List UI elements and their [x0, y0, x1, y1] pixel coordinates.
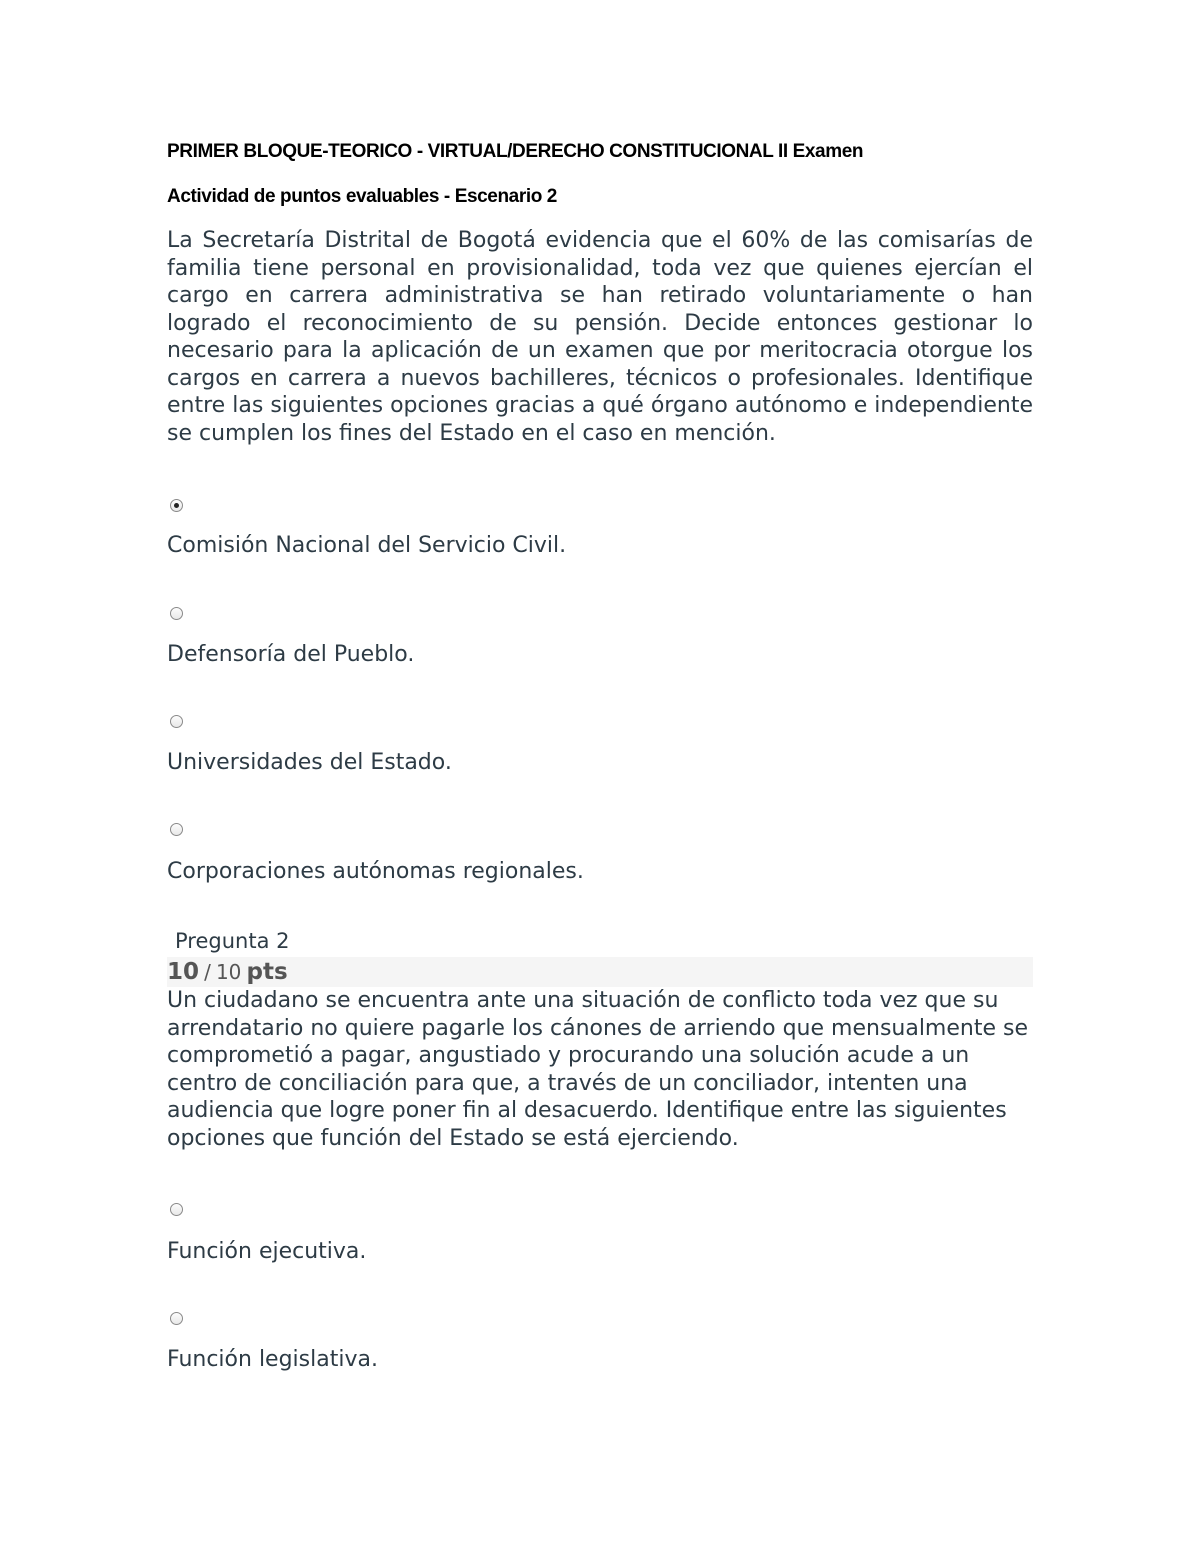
answer-2-1-label[interactable]: Función ejecutiva.: [167, 1239, 367, 1264]
answer-1-4-radio[interactable]: [170, 823, 183, 836]
question-2-points: [167, 957, 288, 989]
points-unit: pts: [246, 959, 288, 985]
answer-2-2-label[interactable]: Función legislativa.: [167, 1347, 378, 1372]
answer-1-3-label[interactable]: Universidades del Estado.: [167, 750, 452, 775]
points-total: 10: [215, 960, 242, 984]
points-bar: [167, 957, 1033, 987]
answer-2-2-radio[interactable]: [170, 1312, 183, 1325]
answer-1-2-label[interactable]: Defensoría del Pueblo.: [167, 642, 415, 667]
question-2-text: Un ciudadano se encuentra ante una situación de conflicto toda vez que su arrendatario no quiere pagarle los cánones de arriendo que mensualmente se comprometió a pagar, angustiado y procurando una solución acude a un centro de conciliación para que, a través de un conciliador, intenten una audiencia que logre poner fin al desacuerdo. Identifique entre las siguientes opciones que función del Estado se está ejerciendo.: [167, 988, 1028, 1151]
answer-1-3-radio[interactable]: [170, 715, 183, 728]
answer-2-1-radio[interactable]: [170, 1203, 183, 1216]
points-score: 10: [167, 959, 200, 985]
answer-1-1-radio[interactable]: [170, 499, 183, 512]
answer-1-4-label[interactable]: Corporaciones autónomas regionales.: [167, 859, 584, 884]
points-separator: /: [204, 960, 211, 984]
answer-1-1-label[interactable]: Comisión Nacional del Servicio Civil.: [167, 533, 567, 558]
question-2-heading: Pregunta 2: [175, 929, 290, 953]
answer-1-2-radio[interactable]: [170, 607, 183, 620]
exam-title: PRIMER BLOQUE-TEORICO - VIRTUAL/DERECHO CONSTITUCIONAL II Examen: [167, 141, 864, 162]
question-1-text: La Secretaría Distrital de Bogotá evidencia que el 60% de las comisarías de familia tiene personal en provisionalidad, toda vez que quienes ejercían el cargo en carrera administrativa se han retirado voluntariamente o han logrado el reconocimiento de su pensión. Decide entonces gestionar lo necesario para la aplicación de un examen que por meritocracia otorgue los cargos en carrera a nuevos bachilleres, técnicos o profesionales. Identifique entre las siguientes opciones gracias a qué órgano autónomo e independiente se cumplen los fines del Estado en el caso en mención.: [167, 228, 1033, 446]
activity-subtitle: Actividad de puntos evaluables - Escenario 2: [167, 186, 557, 207]
